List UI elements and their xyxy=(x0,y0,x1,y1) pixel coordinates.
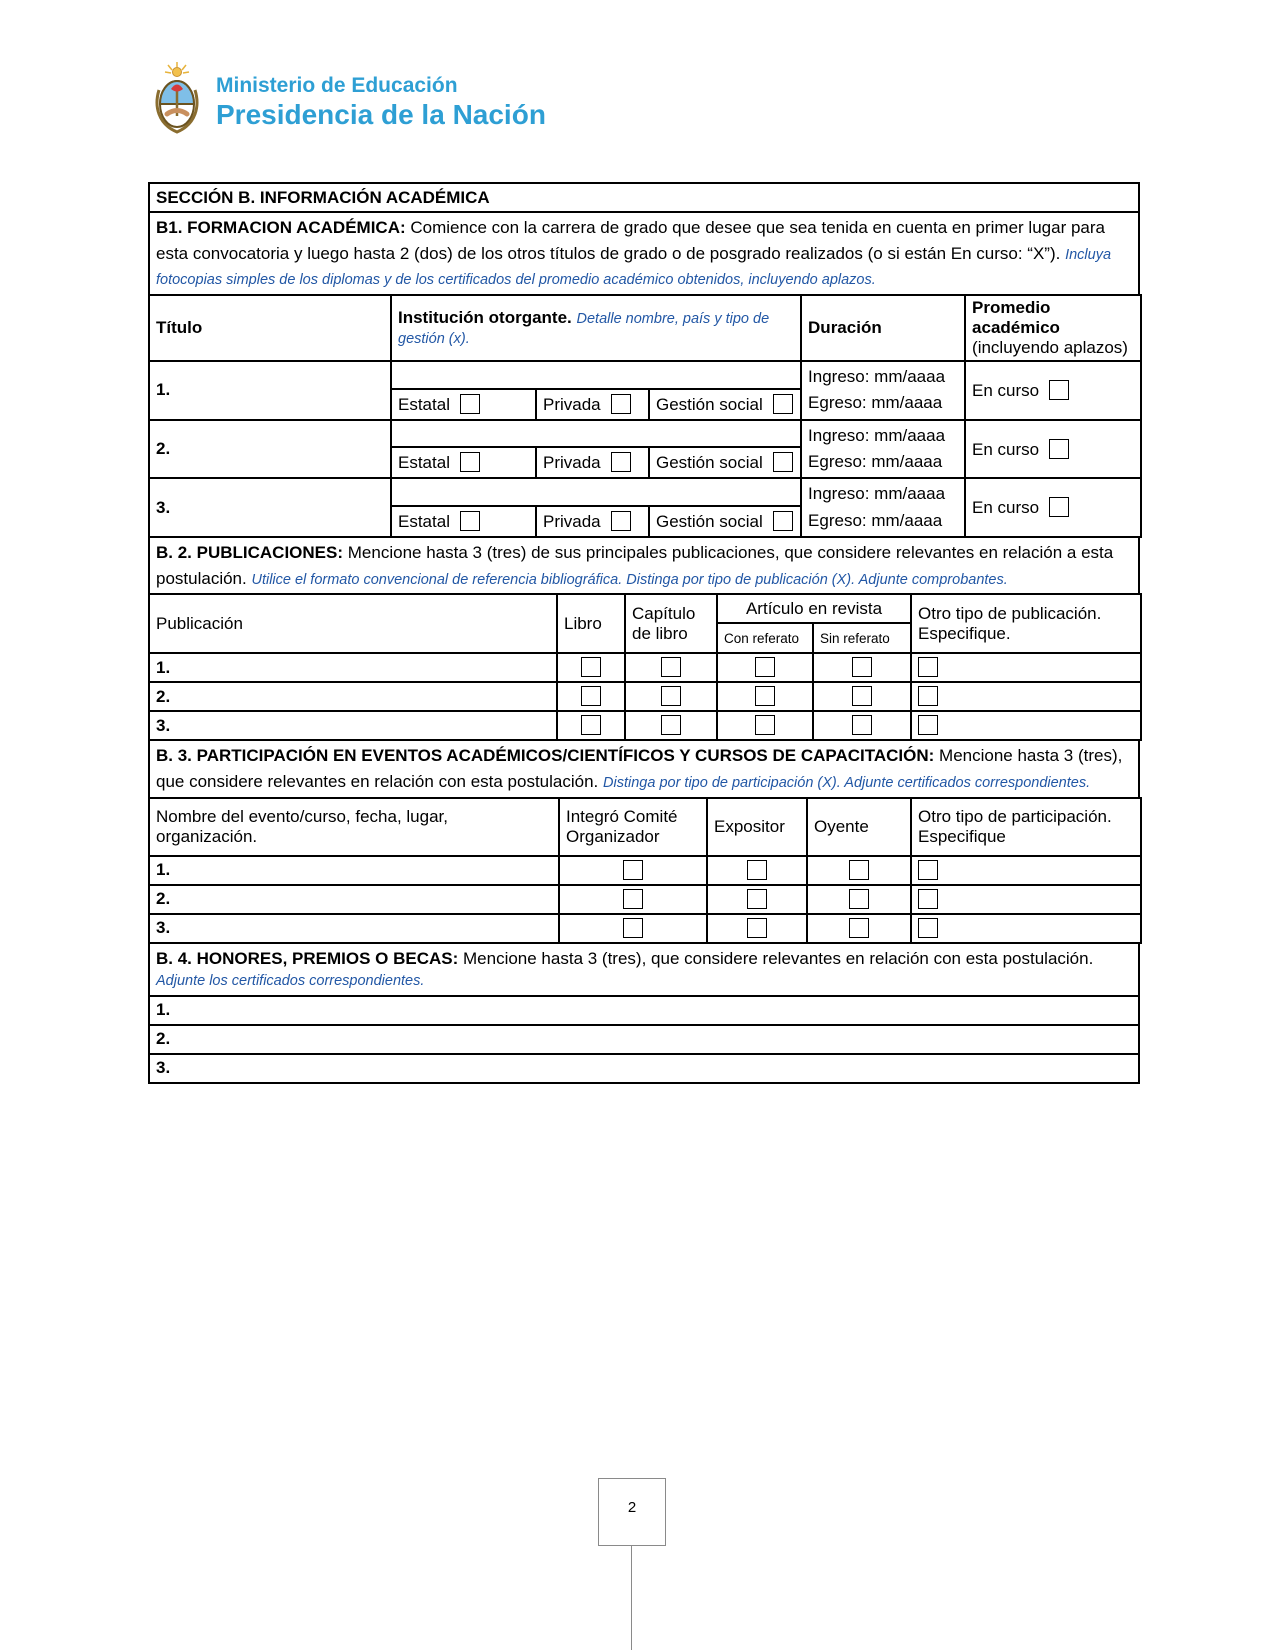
b1-note: Incluya fotocopias simples de los diplomas y de los certificados del promedio académico obtenidos, incluyendo aplazos. xyxy=(156,246,1112,289)
page-number-box xyxy=(598,1478,666,1546)
b1-row2-institution-field[interactable] xyxy=(391,420,801,448)
b3-row1-field[interactable]: 1. xyxy=(149,856,559,885)
coat-of-arms-icon xyxy=(150,62,204,143)
b2-table xyxy=(148,593,1142,741)
b1-row3-gestion-social-checkbox[interactable] xyxy=(773,511,793,531)
b4-row2-field[interactable]: 2. xyxy=(149,1025,1139,1054)
section-title: SECCIÓN B. INFORMACIÓN ACADÉMICA xyxy=(149,183,1139,212)
b1-row2-gestion-social-checkbox[interactable] xyxy=(773,452,793,472)
b2-row3-capitulo-checkbox[interactable] xyxy=(661,715,681,735)
b1-intro xyxy=(149,212,1139,295)
table-row xyxy=(149,1025,1139,1054)
b1-col-titulo: Título xyxy=(149,295,391,361)
b2-col-capitulo: Capítulo de libro xyxy=(625,594,717,653)
b3-row1-otro-checkbox[interactable] xyxy=(918,860,938,880)
b3-row2-otro-checkbox[interactable] xyxy=(918,889,938,909)
b3-intro xyxy=(149,740,1139,797)
b1-row2-number: 2. xyxy=(149,420,391,479)
form-section-b xyxy=(148,182,1140,1084)
b3-row2-oyente-checkbox[interactable] xyxy=(849,889,869,909)
ingreso-label: Ingreso: mm/aaaa xyxy=(808,367,946,386)
b2-row2-field[interactable]: 2. xyxy=(149,682,557,711)
b1-col-institucion: Institución otorgante. Detalle nombre, país y tipo de gestión (x). xyxy=(391,295,801,361)
ingreso-label: Ingreso: mm/aaaa xyxy=(808,484,946,504)
table-row xyxy=(149,914,1141,943)
b3-table xyxy=(148,797,1142,944)
b1-row2-estatal: Estatal xyxy=(391,447,536,478)
presidency-name: Presidencia de la Nación xyxy=(216,99,546,131)
b1-row2-encurso-checkbox[interactable] xyxy=(1049,439,1069,459)
b2-row2-con-referato-checkbox[interactable] xyxy=(755,686,775,706)
b1-row1-privada: Privada xyxy=(536,389,649,420)
b1-row2-privada-checkbox[interactable] xyxy=(611,452,631,472)
b4-row1-field[interactable]: 1. xyxy=(149,996,1139,1025)
b1-row2-gestion-social: Gestión social xyxy=(649,447,801,478)
table-row xyxy=(149,885,1141,914)
b2-row3-sin-referato-checkbox[interactable] xyxy=(852,715,872,735)
ministry-brand xyxy=(150,62,546,143)
b1-row1-estatal: Estatal xyxy=(391,389,536,420)
table-row xyxy=(149,996,1139,1025)
b2-row1-capitulo-checkbox[interactable] xyxy=(661,657,681,677)
b1-row1-institution-field[interactable] xyxy=(391,361,801,389)
b1-row3-number: 3. xyxy=(149,478,391,537)
b2-row3-libro-checkbox[interactable] xyxy=(581,715,601,735)
b1-heading: B1. FORMACION ACADÉMICA: xyxy=(156,218,406,237)
b1-body: Comience con la carrera de grado que desee que sea tenida en cuenta en primer lugar para esta convocatoria y luego hasta 2 (dos) de los otros títulos de grado o de posgrado realizados (o si están En curso: “X”). xyxy=(156,218,1105,263)
b1-row3-estatal-checkbox[interactable] xyxy=(460,511,480,531)
b3-row3-comite-checkbox[interactable] xyxy=(623,918,643,938)
b2-col-publicacion: Publicación xyxy=(149,594,557,653)
section-header-table xyxy=(148,182,1140,296)
b2-intro-table xyxy=(148,536,1140,595)
b3-row2-field[interactable]: 2. xyxy=(149,885,559,914)
table-row xyxy=(149,1054,1139,1083)
b3-row3-oyente-checkbox[interactable] xyxy=(849,918,869,938)
b1-row1-encurso xyxy=(965,361,1141,420)
b2-body: Mencione hasta 3 (tres) de sus principales publicaciones, que considere relevantes en relación a esta postulación. xyxy=(156,543,1114,588)
b1-row1-gestion-social: Gestión social xyxy=(649,389,801,420)
table-row xyxy=(149,711,1141,740)
b2-row3-field[interactable]: 3. xyxy=(149,711,557,740)
b4-heading: B. 4. HONORES, PREMIOS O BECAS: xyxy=(156,948,459,968)
b3-row3-field[interactable]: 3. xyxy=(149,914,559,943)
b1-col-duracion: Duración xyxy=(801,295,965,361)
b2-note: Utilice el formato convencional de referencia bibliográfica. Distinga por tipo de publicación (X). Adjunte comprobantes. xyxy=(251,571,1008,588)
b1-row1-number: 1. xyxy=(149,361,391,420)
b1-row2-estatal-checkbox[interactable] xyxy=(460,452,480,472)
b1-row1-duracion-field[interactable] xyxy=(801,361,965,420)
b1-row1-privada-checkbox[interactable] xyxy=(611,394,631,414)
b3-row3-expositor-checkbox[interactable] xyxy=(747,918,767,938)
b2-col-otro: Otro tipo de publicación. Especifique. xyxy=(911,594,1141,653)
b1-row3-privada: Privada xyxy=(536,506,649,537)
encurso-label: En curso xyxy=(972,380,1040,400)
encurso-label: En curso xyxy=(972,498,1040,518)
b1-row3-privada-checkbox[interactable] xyxy=(611,511,631,531)
b1-row3-encurso xyxy=(965,478,1141,537)
b3-col-otro: Otro tipo de participación. Especifique xyxy=(911,798,1141,856)
b1-row2-privada: Privada xyxy=(536,447,649,478)
b4-table xyxy=(148,942,1140,1084)
table-row xyxy=(149,653,1141,682)
b4-row3-field[interactable]: 3. xyxy=(149,1054,1139,1083)
b3-body: Mencione hasta 3 (tres), que considere relevantes en relación con esta postulación. xyxy=(156,746,1123,791)
ministry-name: Ministerio de Educación xyxy=(216,74,458,98)
b2-row2-otro-checkbox[interactable] xyxy=(918,686,938,706)
b2-row3-con-referato-checkbox[interactable] xyxy=(755,715,775,735)
b3-row2-expositor-checkbox[interactable] xyxy=(747,889,767,909)
b3-col-nombre: Nombre del evento/curso, fecha, lugar, organización. xyxy=(149,798,559,856)
b1-row3-estatal: Estatal xyxy=(391,506,536,537)
encurso-label: En curso xyxy=(972,439,1040,459)
b4-note: Adjunte los certificados correspondientes. xyxy=(156,973,425,990)
footer-divider-line xyxy=(631,1545,632,1650)
b1-table xyxy=(148,294,1142,538)
b4-intro xyxy=(149,943,1139,996)
b2-intro xyxy=(149,537,1139,594)
egreso-label: Egreso: mm/aaaa xyxy=(808,510,943,530)
b2-col-con-referato: Con referato xyxy=(717,623,813,653)
egreso-label: Egreso: mm/aaaa xyxy=(808,452,943,472)
table-row xyxy=(149,856,1141,885)
b3-row1-comite-checkbox[interactable] xyxy=(623,860,643,880)
b1-row1-gestion-social-checkbox[interactable] xyxy=(773,394,793,414)
b1-row3-institution-field[interactable] xyxy=(391,478,801,506)
b1-row3-gestion-social: Gestión social xyxy=(649,506,801,537)
b3-col-comite: Integró Comité Organizador xyxy=(559,798,707,856)
ingreso-label: Ingreso: mm/aaaa xyxy=(808,425,946,445)
b1-row3-duracion-field[interactable] xyxy=(801,478,965,537)
b1-row1-estatal-checkbox[interactable] xyxy=(460,394,480,414)
b1-col-promedio: Promedio académico (incluyendo aplazos) xyxy=(965,295,1141,361)
b1-row2-duracion-field[interactable] xyxy=(801,420,965,479)
b2-row3-otro-checkbox[interactable] xyxy=(918,715,938,735)
b3-note: Distinga por tipo de participación (X). Adjunte certificados correspondientes. xyxy=(603,774,1091,791)
b2-col-sin-referato: Sin referato xyxy=(813,623,911,653)
b4-body: Mencione hasta 3 (tres), que considere relevantes en relación con esta postulación. xyxy=(463,948,1094,968)
b2-heading: B. 2. PUBLICACIONES: xyxy=(156,543,344,563)
b1-row2-encurso xyxy=(965,420,1141,479)
b2-col-libro: Libro xyxy=(557,594,625,653)
b1-row1-encurso-checkbox[interactable] xyxy=(1049,380,1069,400)
b2-row1-field[interactable]: 1. xyxy=(149,653,557,682)
b3-row1-expositor-checkbox[interactable] xyxy=(747,860,767,880)
b2-row1-libro-checkbox[interactable] xyxy=(581,657,601,677)
page-number: 2 xyxy=(627,1499,637,1516)
b2-row2-libro-checkbox[interactable] xyxy=(581,686,601,706)
b1-row3-encurso-checkbox[interactable] xyxy=(1049,497,1069,517)
b3-intro-table xyxy=(148,739,1140,798)
b3-row1-oyente-checkbox[interactable] xyxy=(849,860,869,880)
b2-row2-sin-referato-checkbox[interactable] xyxy=(852,686,872,706)
b2-row1-otro-checkbox[interactable] xyxy=(918,657,938,677)
b2-row1-sin-referato-checkbox[interactable] xyxy=(852,657,872,677)
egreso-label: Egreso: mm/aaaa xyxy=(808,393,943,413)
b3-col-oyente: Oyente xyxy=(807,798,911,856)
b3-row2-comite-checkbox[interactable] xyxy=(623,889,643,909)
b2-row1-con-referato-checkbox[interactable] xyxy=(755,657,775,677)
b3-row3-otro-checkbox[interactable] xyxy=(918,918,938,938)
table-row xyxy=(149,682,1141,711)
b3-heading: B. 3. PARTICIPACIÓN EN EVENTOS ACADÉMICOS/CIENTÍFICOS Y CURSOS DE CAPACITACIÓN: xyxy=(156,746,935,766)
b2-row2-capitulo-checkbox[interactable] xyxy=(661,686,681,706)
b3-col-expositor: Expositor xyxy=(707,798,807,856)
b2-col-articulo: Artículo en revista xyxy=(717,594,911,623)
